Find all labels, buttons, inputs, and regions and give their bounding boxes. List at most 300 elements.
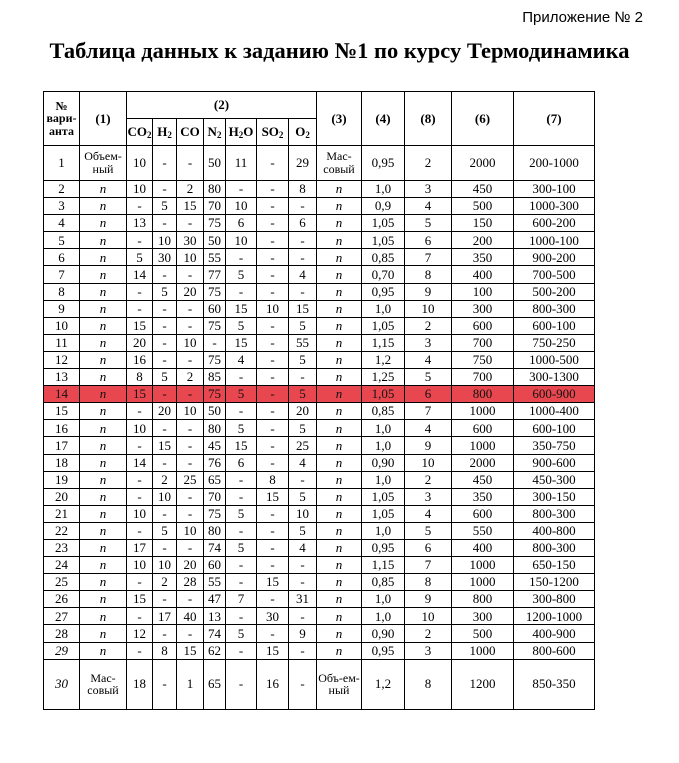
table-row [44, 642, 595, 659]
table-cell: - [226, 557, 257, 574]
table-cell: - [127, 608, 153, 625]
table-cell: 0,70 [362, 266, 405, 283]
table-cell: n [80, 232, 127, 249]
table-cell: - [289, 642, 317, 659]
header-col-1: (1) [80, 92, 127, 146]
table-cell: - [127, 471, 153, 488]
table-cell: 4 [289, 266, 317, 283]
table-cell: 700-500 [514, 266, 595, 283]
table-cell: n [80, 625, 127, 642]
table-cell: 450 [452, 181, 514, 198]
table-cell: Объем-ный [80, 146, 127, 181]
table-cell: 2 [405, 146, 452, 181]
table-cell: - [177, 591, 204, 608]
table-cell: 2 [177, 369, 204, 386]
table-cell: 0,95 [362, 642, 405, 659]
table-cell: 10 [177, 249, 204, 266]
table-cell: - [153, 334, 177, 351]
table-cell: n [317, 522, 362, 539]
table-cell: 200-1000 [514, 146, 595, 181]
table-cell: - [153, 420, 177, 437]
table-row [44, 300, 595, 317]
table-cell: 22 [44, 522, 80, 539]
table-cell: 10 [177, 522, 204, 539]
table-cell: n [317, 557, 362, 574]
table-cell: - [226, 283, 257, 300]
table-cell: Мас-совый [80, 659, 127, 709]
table-cell: - [226, 659, 257, 709]
table-cell: - [153, 625, 177, 642]
header-gas: $O_2$ [289, 119, 317, 146]
header-gas: CO [177, 119, 204, 146]
table-cell: 7 [405, 557, 452, 574]
table-cell: 10 [405, 300, 452, 317]
table-cell: n [317, 625, 362, 642]
table-cell: - [289, 232, 317, 249]
table-cell: 3 [405, 488, 452, 505]
table-cell: 500 [452, 625, 514, 642]
table-cell: Мас-совый [317, 146, 362, 181]
table-cell: 4 [289, 539, 317, 556]
table-cell: 13 [127, 215, 153, 232]
table-cell: 24 [44, 557, 80, 574]
table-cell: 18 [127, 659, 153, 709]
table-cell: - [177, 215, 204, 232]
table-cell: n [80, 557, 127, 574]
table-row [44, 557, 595, 574]
table-cell: 1000 [452, 557, 514, 574]
table-cell: 65 [204, 659, 226, 709]
table-cell: 17 [127, 539, 153, 556]
table-cell: n [317, 386, 362, 403]
table-cell: 85 [204, 369, 226, 386]
table-cell: 10 [405, 608, 452, 625]
table-cell: n [317, 181, 362, 198]
table-cell: 800-300 [514, 539, 595, 556]
table-cell: 80 [204, 181, 226, 198]
table-cell: 1,05 [362, 215, 405, 232]
table-cell: 0,95 [362, 539, 405, 556]
table-cell: n [317, 249, 362, 266]
table-cell: - [177, 351, 204, 368]
table-cell: 0,90 [362, 625, 405, 642]
table-cell: n [317, 454, 362, 471]
table-cell: n [80, 505, 127, 522]
table-cell: - [289, 283, 317, 300]
table-cell: - [257, 283, 289, 300]
table-cell: - [177, 488, 204, 505]
table-cell: 74 [204, 625, 226, 642]
table-cell: 750 [452, 351, 514, 368]
table-cell: - [257, 198, 289, 215]
table-cell: 1000 [452, 437, 514, 454]
table-cell: n [80, 403, 127, 420]
table-cell: - [127, 522, 153, 539]
table-cell: 29 [44, 642, 80, 659]
table-cell: n [80, 317, 127, 334]
table-cell: n [80, 266, 127, 283]
table-cell: n [317, 369, 362, 386]
table-cell: 3 [405, 334, 452, 351]
table-cell: 75 [204, 386, 226, 403]
table-cell: n [317, 471, 362, 488]
table-cell: - [257, 420, 289, 437]
table-cell: - [153, 146, 177, 181]
table-cell: n [80, 334, 127, 351]
table-cell: - [127, 198, 153, 215]
table-cell: - [177, 317, 204, 334]
table-cell: - [153, 591, 177, 608]
table-cell: 4 [44, 215, 80, 232]
table-cell: 47 [204, 591, 226, 608]
table-cell: 400 [452, 539, 514, 556]
table-cell: n [80, 283, 127, 300]
table-cell: 300-1300 [514, 369, 595, 386]
table-row [44, 488, 595, 505]
table-cell: 300 [452, 300, 514, 317]
table-cell: - [226, 522, 257, 539]
table-cell: - [177, 437, 204, 454]
table-cell: 15 [127, 591, 153, 608]
table-cell: 850-350 [514, 659, 595, 709]
table-cell: 600-200 [514, 215, 595, 232]
table-cell: - [257, 437, 289, 454]
table-cell: n [317, 351, 362, 368]
table-row [44, 351, 595, 368]
table-cell: 1000-400 [514, 403, 595, 420]
table-cell: 8 [289, 181, 317, 198]
table-cell: n [80, 369, 127, 386]
table-cell: 14 [44, 386, 80, 403]
table-cell: 450-300 [514, 471, 595, 488]
table-cell: n [317, 283, 362, 300]
table-cell: - [153, 386, 177, 403]
header-gas: $H_2O$ [226, 119, 257, 146]
table-cell: 2000 [452, 146, 514, 181]
table-cell: 6 [405, 539, 452, 556]
table-cell: - [226, 642, 257, 659]
table-row [44, 539, 595, 556]
table-cell: 1000 [452, 642, 514, 659]
table-cell: 200 [452, 232, 514, 249]
table-row [44, 522, 595, 539]
table-cell: 31 [289, 591, 317, 608]
table-cell: 7 [226, 591, 257, 608]
table-cell: 350 [452, 249, 514, 266]
table-row [44, 454, 595, 471]
table-cell: - [257, 625, 289, 642]
table-cell: n [317, 232, 362, 249]
table-cell: 450 [452, 471, 514, 488]
table-cell: 60 [204, 300, 226, 317]
table-cell: 900-600 [514, 454, 595, 471]
table-row [44, 283, 595, 300]
table-cell: 10 [127, 146, 153, 181]
table-cell: 15 [257, 574, 289, 591]
table-cell: - [153, 317, 177, 334]
table-row [44, 249, 595, 266]
table-cell: 15 [44, 403, 80, 420]
table-cell: n [80, 454, 127, 471]
table-cell: 8 [44, 283, 80, 300]
table-cell: 15 [127, 386, 153, 403]
table-cell: 14 [127, 266, 153, 283]
table-cell: 10 [226, 232, 257, 249]
table-cell: - [257, 249, 289, 266]
table-cell: 4 [405, 198, 452, 215]
table-cell: 65 [204, 471, 226, 488]
table-cell: 70 [204, 198, 226, 215]
table-cell: 5 [405, 215, 452, 232]
table-cell: 12 [44, 351, 80, 368]
table-cell: 80 [204, 522, 226, 539]
table-cell: n [317, 539, 362, 556]
table-cell: n [80, 642, 127, 659]
table-cell: 5 [153, 369, 177, 386]
table-cell: 500-200 [514, 283, 595, 300]
table-cell: - [226, 471, 257, 488]
table-cell: 8 [257, 471, 289, 488]
table-cell: - [257, 505, 289, 522]
table-cell: - [177, 625, 204, 642]
table-cell: - [153, 454, 177, 471]
table-cell: 16 [257, 659, 289, 709]
table-cell: 2000 [452, 454, 514, 471]
table-cell: 2 [153, 574, 177, 591]
table-cell: n [317, 608, 362, 625]
table-cell: 1,05 [362, 386, 405, 403]
table-cell: 10 [405, 454, 452, 471]
table-cell: 1000 [452, 574, 514, 591]
table-cell: 600 [452, 317, 514, 334]
table-cell: 15 [127, 317, 153, 334]
table-cell: - [127, 403, 153, 420]
table-cell: 800-600 [514, 642, 595, 659]
table-cell: n [80, 351, 127, 368]
table-cell: 1,05 [362, 232, 405, 249]
table-cell: 5 [44, 232, 80, 249]
table-cell: 8 [405, 574, 452, 591]
table-cell: 10 [153, 557, 177, 574]
table-cell: 70 [204, 488, 226, 505]
table-cell: 6 [405, 386, 452, 403]
table-cell: 30 [257, 608, 289, 625]
header-col-7: (7) [514, 92, 595, 146]
table-cell: 5 [289, 522, 317, 539]
table-cell: - [257, 181, 289, 198]
table-cell: 5 [153, 198, 177, 215]
table-cell: 29 [289, 146, 317, 181]
table-cell: 15 [153, 437, 177, 454]
table-cell: - [257, 146, 289, 181]
table-row [44, 505, 595, 522]
table-cell: - [289, 471, 317, 488]
header-col-8: (8) [405, 92, 452, 146]
table-cell: - [226, 181, 257, 198]
table-cell: 15 [177, 642, 204, 659]
table-cell: 350 [452, 488, 514, 505]
table-cell: n [80, 488, 127, 505]
table-cell: 0,85 [362, 249, 405, 266]
table-cell: 30 [153, 249, 177, 266]
table-cell: 20 [127, 334, 153, 351]
table-cell: n [317, 215, 362, 232]
table-cell: 600 [452, 505, 514, 522]
table-cell: - [153, 266, 177, 283]
table-cell: 20 [177, 283, 204, 300]
header-col-4: (4) [362, 92, 405, 146]
table-cell: 700 [452, 334, 514, 351]
table-cell: 650-150 [514, 557, 595, 574]
table-cell: 15 [257, 642, 289, 659]
table-cell: 400-800 [514, 522, 595, 539]
table-cell: - [177, 300, 204, 317]
table-cell: 40 [177, 608, 204, 625]
table-cell: 150 [452, 215, 514, 232]
table-cell: - [153, 215, 177, 232]
table-cell: - [257, 317, 289, 334]
table-cell: 5 [289, 351, 317, 368]
table-cell: 5 [226, 505, 257, 522]
table-cell: - [153, 505, 177, 522]
table-cell: - [257, 539, 289, 556]
table-cell: 75 [204, 351, 226, 368]
table-cell: 1000-100 [514, 232, 595, 249]
table-cell: - [177, 266, 204, 283]
table-cell: 4 [405, 420, 452, 437]
table-cell: 50 [204, 403, 226, 420]
table-cell: 75 [204, 215, 226, 232]
table-cell: 80 [204, 420, 226, 437]
table-row [44, 437, 595, 454]
table-cell: 400 [452, 266, 514, 283]
table-cell: - [177, 386, 204, 403]
table-cell: - [257, 334, 289, 351]
table-cell: n [80, 437, 127, 454]
table-cell: 0,90 [362, 454, 405, 471]
table-row [44, 420, 595, 437]
table-row [44, 215, 595, 232]
table-cell: 7 [405, 403, 452, 420]
table-cell: n [80, 215, 127, 232]
table-cell: 9 [405, 591, 452, 608]
table-cell: 4 [405, 505, 452, 522]
table-cell: - [153, 351, 177, 368]
table-cell: 27 [44, 608, 80, 625]
table-cell: 1000 [452, 403, 514, 420]
table-cell: - [257, 403, 289, 420]
table-cell: 55 [204, 249, 226, 266]
table-cell: 1200 [452, 659, 514, 709]
table-cell: 62 [204, 642, 226, 659]
table-cell: 5 [226, 420, 257, 437]
table-cell: 20 [177, 557, 204, 574]
table-cell: - [289, 369, 317, 386]
table-cell: 20 [44, 488, 80, 505]
table-cell: 16 [127, 351, 153, 368]
table-cell: 75 [204, 505, 226, 522]
page-title: Таблица данных к заданию №1 по курсу Термодинамика [49, 38, 630, 63]
table-cell: 45 [204, 437, 226, 454]
table-cell: 21 [44, 505, 80, 522]
table-cell: 1,15 [362, 557, 405, 574]
table-cell: n [317, 437, 362, 454]
header-col-2: (2) [127, 92, 317, 119]
table-cell: 500 [452, 198, 514, 215]
table-row [44, 574, 595, 591]
table-cell: - [127, 642, 153, 659]
table-cell: 5 [153, 522, 177, 539]
table-cell: n [317, 505, 362, 522]
table-row [44, 625, 595, 642]
header-gas: $SO_2$ [257, 119, 289, 146]
table-cell: 1,2 [362, 659, 405, 709]
table-cell: 10 [289, 505, 317, 522]
table-cell: 600 [452, 420, 514, 437]
table-cell: - [177, 505, 204, 522]
table-cell: 10 [127, 505, 153, 522]
table-cell: 10 [127, 420, 153, 437]
table-cell: 8 [405, 659, 452, 709]
table-cell: - [127, 437, 153, 454]
table-cell: - [153, 181, 177, 198]
table-cell: - [226, 574, 257, 591]
table-cell: n [80, 608, 127, 625]
table-row [44, 181, 595, 198]
table-cell: - [289, 608, 317, 625]
table-cell: - [226, 488, 257, 505]
table-cell: 25 [289, 437, 317, 454]
table-cell: 10 [226, 198, 257, 215]
table-cell: 28 [44, 625, 80, 642]
table-cell: 550 [452, 522, 514, 539]
table-cell: 150-1200 [514, 574, 595, 591]
table-cell: 1,05 [362, 317, 405, 334]
table-cell: 6 [226, 215, 257, 232]
table-cell: - [289, 249, 317, 266]
table-cell: n [80, 420, 127, 437]
table-cell: n [317, 574, 362, 591]
table-cell: 2 [153, 471, 177, 488]
table-cell: 300-800 [514, 591, 595, 608]
table-cell: 5 [127, 249, 153, 266]
table-cell: 2 [44, 181, 80, 198]
table-cell: n [317, 266, 362, 283]
table-cell: - [257, 591, 289, 608]
table-cell: 10 [257, 300, 289, 317]
header-gas: $CO_2$ [127, 119, 153, 146]
table-cell: 800-300 [514, 505, 595, 522]
table-cell: 25 [44, 574, 80, 591]
table-cell: 7 [44, 266, 80, 283]
table-cell: - [289, 557, 317, 574]
table-row [44, 317, 595, 334]
table-cell: 5 [289, 317, 317, 334]
table-cell: 9 [44, 300, 80, 317]
table-cell: - [289, 659, 317, 709]
table-cell: 2 [405, 471, 452, 488]
table-cell: 0,95 [362, 283, 405, 300]
table-cell: 1000-500 [514, 351, 595, 368]
table-cell: 8 [153, 642, 177, 659]
table-cell: - [127, 574, 153, 591]
table-cell: 30 [44, 659, 80, 709]
table-cell: 17 [44, 437, 80, 454]
table-cell: - [257, 215, 289, 232]
table-cell: 11 [226, 146, 257, 181]
table-cell: 1200-1000 [514, 608, 595, 625]
table-cell: 1,0 [362, 181, 405, 198]
